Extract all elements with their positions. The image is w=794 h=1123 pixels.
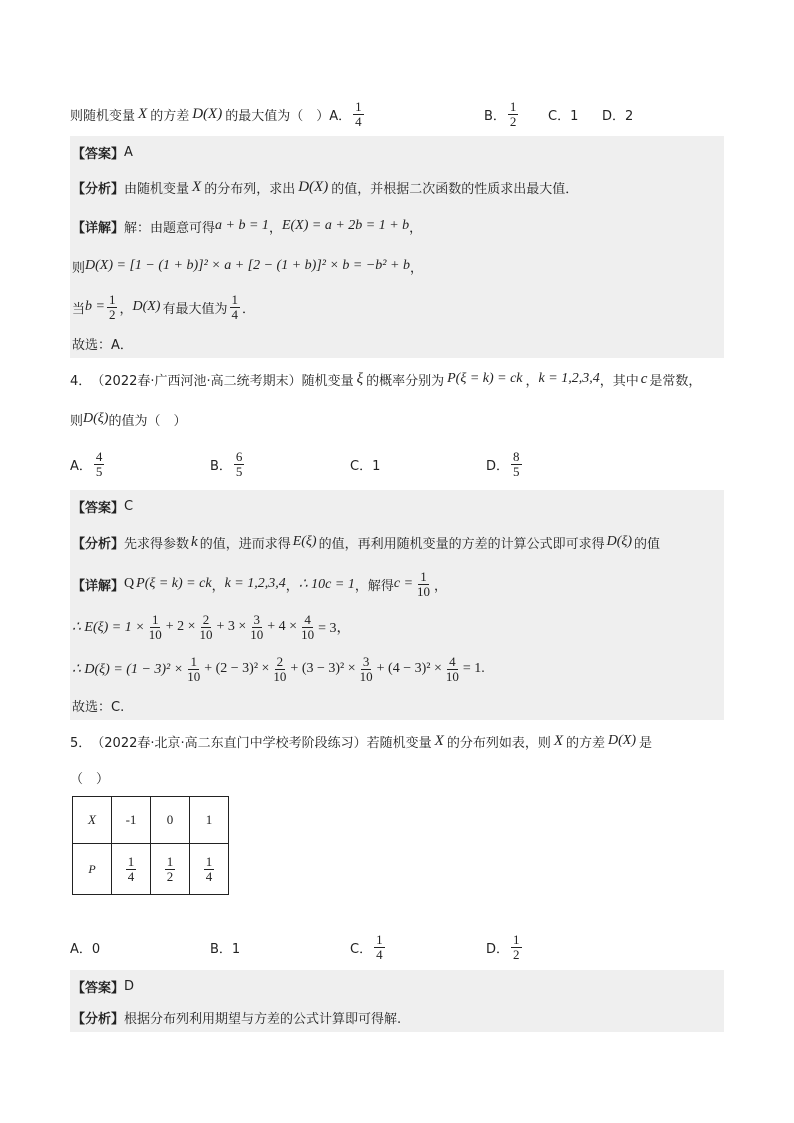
q4-analysis-end: 的值 bbox=[634, 536, 661, 552]
document-page bbox=[70, 92, 724, 1032]
table-cell: P bbox=[73, 844, 112, 895]
q3-analysis-end: 的值，并根据二次函数的性质求出最大值． bbox=[331, 181, 579, 197]
q4-e-p4: + 4 × bbox=[267, 619, 298, 634]
q5-option-a: A．0 bbox=[70, 941, 101, 957]
q4-stem-line bbox=[70, 358, 724, 400]
q3-variance-pre: 则 bbox=[72, 260, 86, 276]
q4-e-end: = 3， bbox=[318, 621, 351, 636]
q4-solution-block bbox=[70, 490, 724, 720]
q4-analysis-line bbox=[70, 522, 724, 562]
q4-d-pre: ∴ D(ξ) = (1 − 3)² × bbox=[72, 661, 184, 677]
q3-variance-line bbox=[70, 246, 724, 286]
q3-answer-line bbox=[70, 136, 724, 168]
q3-analysis-label: 【分析】 bbox=[72, 181, 125, 197]
q4-detail-k: k = 1,2,3,4 bbox=[224, 576, 286, 591]
q4-analysis-label: 【分析】 bbox=[72, 536, 125, 552]
q5-number: 5． bbox=[70, 735, 92, 751]
q4-d-end: = 1. bbox=[462, 661, 485, 676]
q3-detail-line bbox=[70, 206, 724, 246]
q3-detail-pre: 解：由题意可得 bbox=[124, 220, 216, 236]
q5-option-b: B．1 bbox=[210, 941, 241, 957]
q4-line2-pre: 则 bbox=[70, 413, 84, 429]
q5-option-d: D． $\frac{1}{2}$ bbox=[486, 931, 520, 962]
q4-e-frac2: $\frac{2}{10}$ bbox=[199, 611, 213, 642]
table-cell: -1 bbox=[112, 797, 151, 844]
q3-stem-end: 的最大值为（ ）A． bbox=[225, 108, 352, 124]
q3-max-line bbox=[70, 286, 724, 328]
q4-source: （2022春·广西河池·高二统考期末） bbox=[91, 373, 302, 389]
q5-paren: （ ） bbox=[70, 771, 110, 787]
q4-stem-mid: 的概率分别为 bbox=[366, 373, 445, 389]
q5-dx: D(X) bbox=[608, 733, 637, 748]
q4-analysis-mid2: 的值，再利用随机变量的方差的计算公式即可求得 bbox=[318, 536, 605, 552]
q4-e-p3: + 3 × bbox=[216, 619, 247, 634]
q5-x1: X bbox=[434, 732, 444, 749]
q3-analysis-x: X bbox=[192, 178, 202, 195]
q3-max-sep: ， bbox=[119, 301, 133, 317]
q4-answer-line bbox=[70, 490, 724, 522]
q4-expectation-line bbox=[70, 606, 724, 648]
q4-e-frac1: $\frac{1}{10}$ bbox=[148, 611, 162, 642]
q3-max-b: b = bbox=[85, 299, 105, 314]
q4-detail-eq: ∴ 10c = 1 bbox=[298, 576, 355, 592]
q3-answer: A bbox=[124, 144, 133, 160]
q3-detail-eq1: a + b = 1 bbox=[215, 218, 269, 233]
q3-stem-mid: 的方差 bbox=[150, 108, 190, 124]
q4-d-frac3: $\frac{3}{10}$ bbox=[359, 653, 373, 684]
q3-solution-block bbox=[70, 136, 724, 358]
q4-answer: C bbox=[124, 498, 134, 514]
q4-detail-c: c = bbox=[393, 576, 414, 591]
q4-variance-line bbox=[70, 648, 724, 690]
q3-conclusion-text: 故选：A． bbox=[72, 337, 133, 353]
q3-analysis-dx: D(X) bbox=[298, 178, 329, 195]
q4-e-pre: ∴ E(ξ) = 1 × bbox=[72, 619, 145, 635]
q3-analysis-pre: 由随机变量 bbox=[124, 181, 190, 197]
q3-option-b: B． $\frac{1}{2}$ bbox=[484, 98, 517, 129]
q4-d-p3: + (3 − 3)² × bbox=[290, 661, 356, 676]
q3-var-x: X bbox=[138, 105, 148, 122]
q4-analysis-mid1: 的值，进而求得 bbox=[199, 536, 291, 552]
q5-source: （2022春·北京·高二东直门中学校考阶段练习） bbox=[91, 735, 367, 751]
q4-e-frac4: $\frac{4}{10}$ bbox=[301, 611, 315, 642]
q4-stem-end2: 是常数， bbox=[649, 373, 702, 389]
q5-answer: D bbox=[124, 978, 135, 994]
q4-option-d: D． $\frac{8}{5}$ bbox=[486, 448, 520, 479]
q4-detail-prob: P(ξ = k) = ck bbox=[136, 576, 212, 591]
q5-answer-label: 【答案】 bbox=[72, 980, 125, 996]
q4-analysis-pre: 先求得参数 bbox=[124, 536, 190, 552]
q5-stem-mid: 的分布列如表，则 bbox=[446, 735, 551, 751]
q4-prob: P(ξ = k) = ck bbox=[447, 371, 523, 386]
q4-detail-solve: ，解得 bbox=[354, 578, 394, 594]
table-cell: 1 bbox=[190, 797, 229, 844]
q3-stem-line bbox=[70, 92, 724, 136]
q4-number: 4． bbox=[70, 373, 92, 389]
q3-option-a-fraction: $\frac{1}{4}$ bbox=[355, 98, 362, 129]
q4-e-frac3: $\frac{3}{10}$ bbox=[250, 611, 264, 642]
q4-c: c bbox=[640, 370, 648, 387]
q4-detail-label: 【详解】 bbox=[72, 578, 125, 594]
q4-option-a: A． $\frac{4}{5}$ bbox=[70, 448, 103, 479]
q5-options bbox=[70, 924, 724, 970]
q5-analysis-label: 【分析】 bbox=[72, 1011, 125, 1027]
q4-options bbox=[70, 438, 724, 490]
table-cell: 0 bbox=[151, 797, 190, 844]
q3-detail-end: ， bbox=[409, 220, 423, 236]
q4-conclusion-text: 故选：C. bbox=[72, 699, 125, 715]
q3-max-end: ． bbox=[242, 301, 256, 317]
q3-max-value-fraction: $\frac{1}{4}$ bbox=[231, 291, 238, 322]
q3-option-d: D．2 bbox=[602, 108, 634, 124]
q4-d-frac1: $\frac{1}{10}$ bbox=[187, 653, 201, 684]
q3-variance-eq: D(X) = [1 − (1 + b)]² × a + [2 − (1 + b)]² × b = −b² + b bbox=[85, 258, 410, 273]
q4-analysis-dxi: D(ξ) bbox=[606, 534, 633, 549]
q5-distribution-table bbox=[72, 796, 229, 895]
q5-analysis-text: 根据分布列利用期望与方差的公式计算即可得解. bbox=[124, 1011, 402, 1027]
table-cell: X bbox=[73, 797, 112, 844]
q5-x2: X bbox=[553, 732, 564, 749]
q4-option-b: B． $\frac{6}{5}$ bbox=[210, 448, 243, 479]
q5-solution-block bbox=[70, 970, 724, 1032]
q3-analysis-mid: 的分布列，求出 bbox=[204, 181, 296, 197]
table-cell: $\frac{1}{2}$ bbox=[151, 844, 190, 895]
q4-detail-q: Q bbox=[124, 576, 135, 591]
q4-detail-end: ， bbox=[434, 578, 448, 594]
q3-max-text: 有最大值为 bbox=[162, 301, 228, 317]
q4-detail-c-fraction: $\frac{1}{10}$ bbox=[417, 568, 431, 599]
table-row bbox=[73, 797, 229, 844]
table-cell: $\frac{1}{4}$ bbox=[112, 844, 151, 895]
q5-answer-line bbox=[70, 970, 724, 1002]
q4-detail-line bbox=[70, 562, 724, 606]
q4-d-frac2: $\frac{2}{10}$ bbox=[273, 653, 287, 684]
q4-d-p2: + (2 − 3)² × bbox=[204, 661, 270, 676]
q4-sep: ， bbox=[525, 373, 539, 389]
q4-e-p2: + 2 × bbox=[165, 619, 196, 634]
q5-stem-end: 是 bbox=[639, 735, 653, 751]
q3-stem-text: 则随机变量 bbox=[70, 108, 136, 124]
q4-stem-end1: ，其中 bbox=[599, 373, 639, 389]
q4-analysis-k: k bbox=[191, 533, 198, 550]
q3-detail-sep: ， bbox=[268, 220, 282, 236]
q3-dx: D(X) bbox=[192, 105, 223, 122]
q4-k-values: k = 1,2,3,4 bbox=[538, 371, 600, 386]
q3-variance-end: ， bbox=[409, 260, 423, 276]
table-row bbox=[73, 844, 229, 895]
q4-stem-line2 bbox=[70, 400, 724, 438]
q5-stem-line bbox=[70, 720, 724, 762]
q4-line2-dxi: D(ξ) bbox=[83, 411, 109, 426]
q3-max-pre: 当 bbox=[72, 301, 86, 317]
q5-stem-mid2: 的方差 bbox=[566, 735, 606, 751]
q3-detail-label: 【详解】 bbox=[72, 220, 125, 236]
q4-d-p4: + (4 − 3)² × bbox=[376, 661, 442, 676]
q4-detail-sep2: ， bbox=[285, 578, 299, 594]
q3-max-dx: D(X) bbox=[132, 299, 161, 314]
q4-stem-pre: 随机变量 bbox=[301, 373, 354, 389]
q5-analysis-line bbox=[70, 1002, 724, 1032]
q5-option-c: C． $\frac{1}{4}$ bbox=[350, 931, 383, 962]
q4-answer-label: 【答案】 bbox=[72, 500, 125, 516]
q3-conclusion bbox=[70, 328, 724, 358]
q3-option-c: C．1 bbox=[548, 108, 579, 124]
q4-option-c: C．1 bbox=[350, 458, 381, 474]
q4-detail-sep1: ， bbox=[211, 578, 225, 594]
q5-paren-line bbox=[70, 762, 724, 792]
q3-detail-eq2: E(X) = a + 2b = 1 + b bbox=[281, 218, 410, 233]
q3-max-b-fraction: $\frac{1}{2}$ bbox=[108, 291, 116, 322]
q5-table-wrap bbox=[70, 792, 724, 900]
q5-stem-pre: 若随机变量 bbox=[366, 735, 432, 751]
q4-xi: ξ bbox=[356, 370, 364, 387]
q4-line2-end: 的值为（ ） bbox=[108, 413, 187, 429]
q4-analysis-exi: E(ξ) bbox=[292, 534, 317, 549]
q4-conclusion bbox=[70, 690, 724, 720]
q3-analysis-line bbox=[70, 168, 724, 206]
q3-answer-label: 【答案】 bbox=[72, 146, 125, 162]
table-cell: $\frac{1}{4}$ bbox=[190, 844, 229, 895]
q4-d-frac4: $\frac{4}{10}$ bbox=[445, 653, 459, 684]
